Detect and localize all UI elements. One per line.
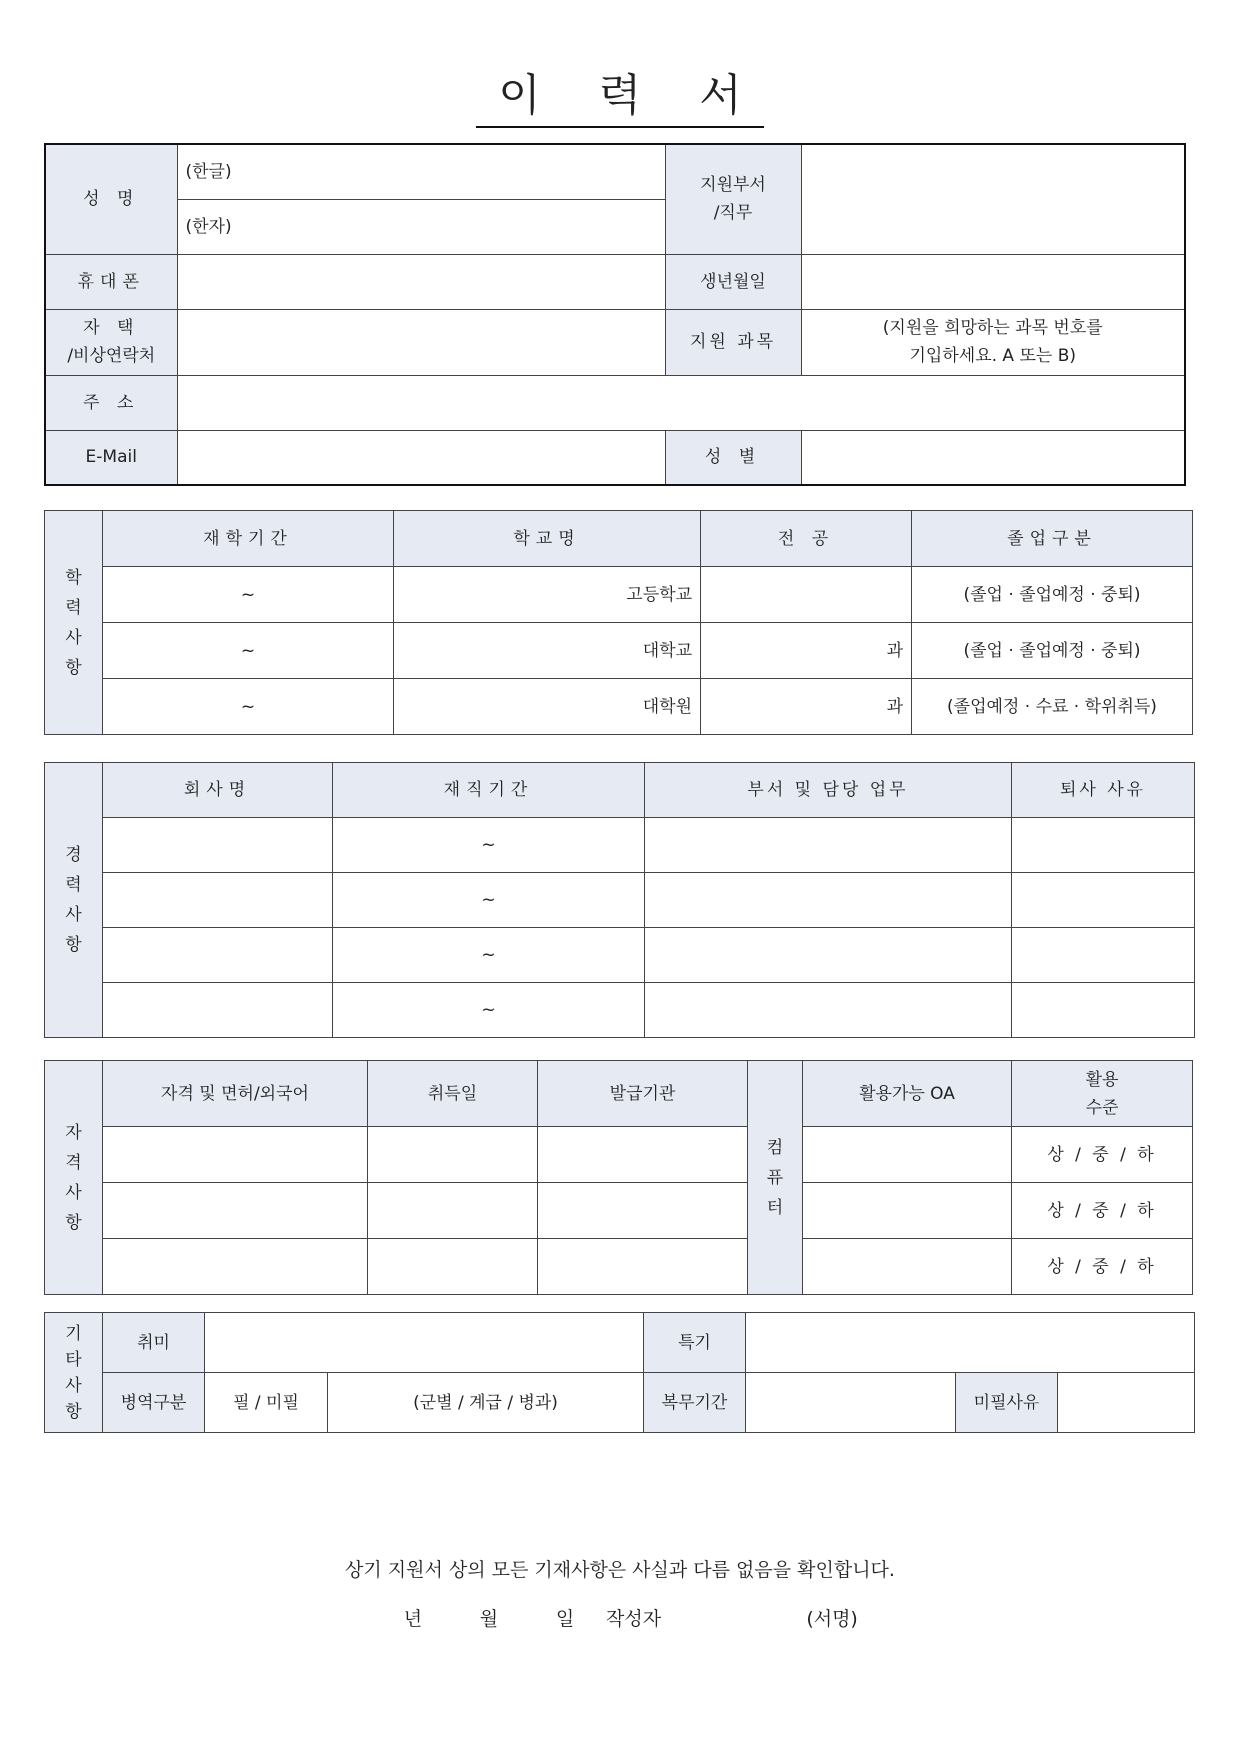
qualifications-side-text: 자격사항 <box>65 1122 82 1233</box>
document-title <box>0 68 1240 128</box>
military-detail-field[interactable]: (군별 / 계급 / 병과) <box>328 1373 644 1433</box>
education-school-cell[interactable]: 대학원 <box>394 679 701 735</box>
level-cell[interactable]: 상 / 중 / 하 <box>1012 1127 1193 1183</box>
dept-label-line2: /직무 <box>713 203 753 224</box>
qualifications-table <box>44 1060 1193 1295</box>
career-company-cell[interactable] <box>103 983 333 1038</box>
oa-header: 활용가능 OA <box>803 1061 1012 1127</box>
qual-issuer-cell[interactable] <box>538 1127 748 1183</box>
education-major-cell[interactable]: 과 <box>701 679 912 735</box>
education-header-school: 학교명 <box>394 511 701 567</box>
home-field[interactable] <box>177 309 665 375</box>
education-period-cell[interactable]: ~ <box>103 567 394 623</box>
career-company-cell[interactable] <box>103 873 333 928</box>
oa-cell[interactable] <box>803 1127 1012 1183</box>
education-status-cell[interactable]: (졸업 · 졸업예정 · 중퇴) <box>912 567 1193 623</box>
career-reason-cell[interactable] <box>1012 928 1195 983</box>
career-header-reason: 퇴사 사유 <box>1012 763 1195 818</box>
career-side-label <box>45 763 103 1038</box>
subject-label: 지원 과목 <box>665 309 801 375</box>
name-hanja-field[interactable]: (한자) <box>177 199 665 254</box>
other-side-label <box>45 1313 103 1433</box>
career-table <box>44 762 1195 1038</box>
career-period-cell[interactable]: ~ <box>333 928 645 983</box>
other-table <box>44 1312 1195 1433</box>
birth-label: 생년월일 <box>665 254 801 309</box>
qual-header-issuer: 발급기관 <box>538 1061 748 1127</box>
service-period-field[interactable] <box>746 1373 956 1433</box>
qual-issuer-cell[interactable] <box>538 1239 748 1295</box>
career-reason-cell[interactable] <box>1012 873 1195 928</box>
career-duty-cell[interactable] <box>645 928 1012 983</box>
education-status-cell[interactable]: (졸업예정 · 수료 · 학위취득) <box>912 679 1193 735</box>
qual-header-license: 자격 및 면허/외국어 <box>103 1061 368 1127</box>
qual-license-cell[interactable] <box>103 1239 368 1295</box>
career-company-cell[interactable] <box>103 928 333 983</box>
home-label <box>45 309 177 375</box>
hobby-field[interactable] <box>205 1313 644 1373</box>
exempt-reason-field[interactable] <box>1058 1373 1195 1433</box>
computer-side-label <box>748 1061 803 1295</box>
career-reason-cell[interactable] <box>1012 983 1195 1038</box>
education-header-major: 전 공 <box>701 511 912 567</box>
military-label: 병역구분 <box>103 1373 205 1433</box>
education-school-cell[interactable]: 대학교 <box>394 623 701 679</box>
education-status-cell[interactable]: (졸업 · 졸업예정 · 중퇴) <box>912 623 1193 679</box>
month-label: 월 <box>479 1608 499 1630</box>
education-table <box>44 510 1193 735</box>
career-period-cell[interactable]: ~ <box>333 818 645 873</box>
career-header-period: 재직기간 <box>333 763 645 818</box>
day-label: 일 <box>555 1608 575 1630</box>
career-duty-cell[interactable] <box>645 873 1012 928</box>
gender-field[interactable] <box>801 430 1185 485</box>
career-period-cell[interactable]: ~ <box>333 983 645 1038</box>
career-header-company: 회사명 <box>103 763 333 818</box>
dept-label <box>665 144 801 254</box>
level-header <box>1012 1061 1193 1127</box>
career-header-duty: 부서 및 담당 업무 <box>645 763 1012 818</box>
level-cell[interactable]: 상 / 중 / 하 <box>1012 1183 1193 1239</box>
birth-field[interactable] <box>801 254 1185 309</box>
qual-date-cell[interactable] <box>368 1127 538 1183</box>
career-side-text: 경력사항 <box>65 845 82 955</box>
signature-line <box>0 1604 1240 1631</box>
career-duty-cell[interactable] <box>645 983 1012 1038</box>
skill-field[interactable] <box>746 1313 1195 1373</box>
home-label-line1: 자 택 <box>83 318 140 338</box>
signature-label: (서명) <box>806 1608 858 1630</box>
education-side-label <box>45 511 103 735</box>
other-side-text: 기타사항 <box>65 1323 82 1422</box>
qual-date-cell[interactable] <box>368 1239 538 1295</box>
level-header-line1: 활용 <box>1085 1069 1119 1090</box>
dept-label-line1: 지원부서 <box>700 175 766 196</box>
email-field[interactable] <box>177 430 665 485</box>
name-korean-field[interactable]: (한글) <box>177 144 665 199</box>
title-text: 이 력 서 <box>476 68 763 128</box>
hobby-label: 취미 <box>103 1313 205 1373</box>
education-period-cell[interactable]: ~ <box>103 623 394 679</box>
year-label: 년 <box>403 1608 423 1630</box>
career-company-cell[interactable] <box>103 818 333 873</box>
email-label: E-Mail <box>45 430 177 485</box>
phone-label: 휴대폰 <box>45 254 177 309</box>
education-school-cell[interactable]: 고등학교 <box>394 567 701 623</box>
subject-note-line2: 기입하세요. A 또는 B) <box>909 346 1076 366</box>
qual-date-cell[interactable] <box>368 1183 538 1239</box>
exempt-reason-label: 미필사유 <box>956 1373 1058 1433</box>
phone-field[interactable] <box>177 254 665 309</box>
military-status-field[interactable]: 필 / 미필 <box>205 1373 328 1433</box>
oa-cell[interactable] <box>803 1183 1012 1239</box>
dept-field[interactable] <box>801 144 1185 254</box>
home-label-line2: /비상연락처 <box>67 346 156 366</box>
qualifications-side-label <box>45 1061 103 1295</box>
subject-field[interactable] <box>801 309 1185 375</box>
career-duty-cell[interactable] <box>645 818 1012 873</box>
education-major-cell[interactable]: 과 <box>701 623 912 679</box>
qual-license-cell[interactable] <box>103 1183 368 1239</box>
address-field[interactable] <box>177 375 1185 430</box>
education-period-cell[interactable]: ~ <box>103 679 394 735</box>
confirmation-statement: 상기 지원서 상의 모든 기재사항은 사실과 다름 없음을 확인합니다. <box>345 1559 895 1581</box>
qual-license-cell[interactable] <box>103 1127 368 1183</box>
level-cell[interactable]: 상 / 중 / 하 <box>1012 1239 1193 1295</box>
service-period-label: 복무기간 <box>644 1373 746 1433</box>
career-reason-cell[interactable] <box>1012 818 1195 873</box>
subject-note-line1: (지원을 희망하는 과목 번호를 <box>882 318 1103 338</box>
qual-issuer-cell[interactable] <box>538 1183 748 1239</box>
name-label: 성 명 <box>45 144 177 254</box>
career-period-cell[interactable]: ~ <box>333 873 645 928</box>
education-side-text: 학력사항 <box>65 567 82 678</box>
qual-header-date: 취득일 <box>368 1061 538 1127</box>
gender-label: 성 별 <box>665 430 801 485</box>
education-major-cell[interactable] <box>701 567 912 623</box>
education-header-period: 재학기간 <box>103 511 394 567</box>
personal-info-table <box>44 143 1186 486</box>
oa-cell[interactable] <box>803 1239 1012 1295</box>
education-header-status: 졸업구분 <box>912 511 1193 567</box>
skill-label: 특기 <box>644 1313 746 1373</box>
computer-side-text: 컴퓨터 <box>766 1137 784 1218</box>
level-header-line2: 수준 <box>1085 1097 1119 1118</box>
address-label: 주 소 <box>45 375 177 430</box>
author-label: 작성자 <box>606 1608 662 1630</box>
